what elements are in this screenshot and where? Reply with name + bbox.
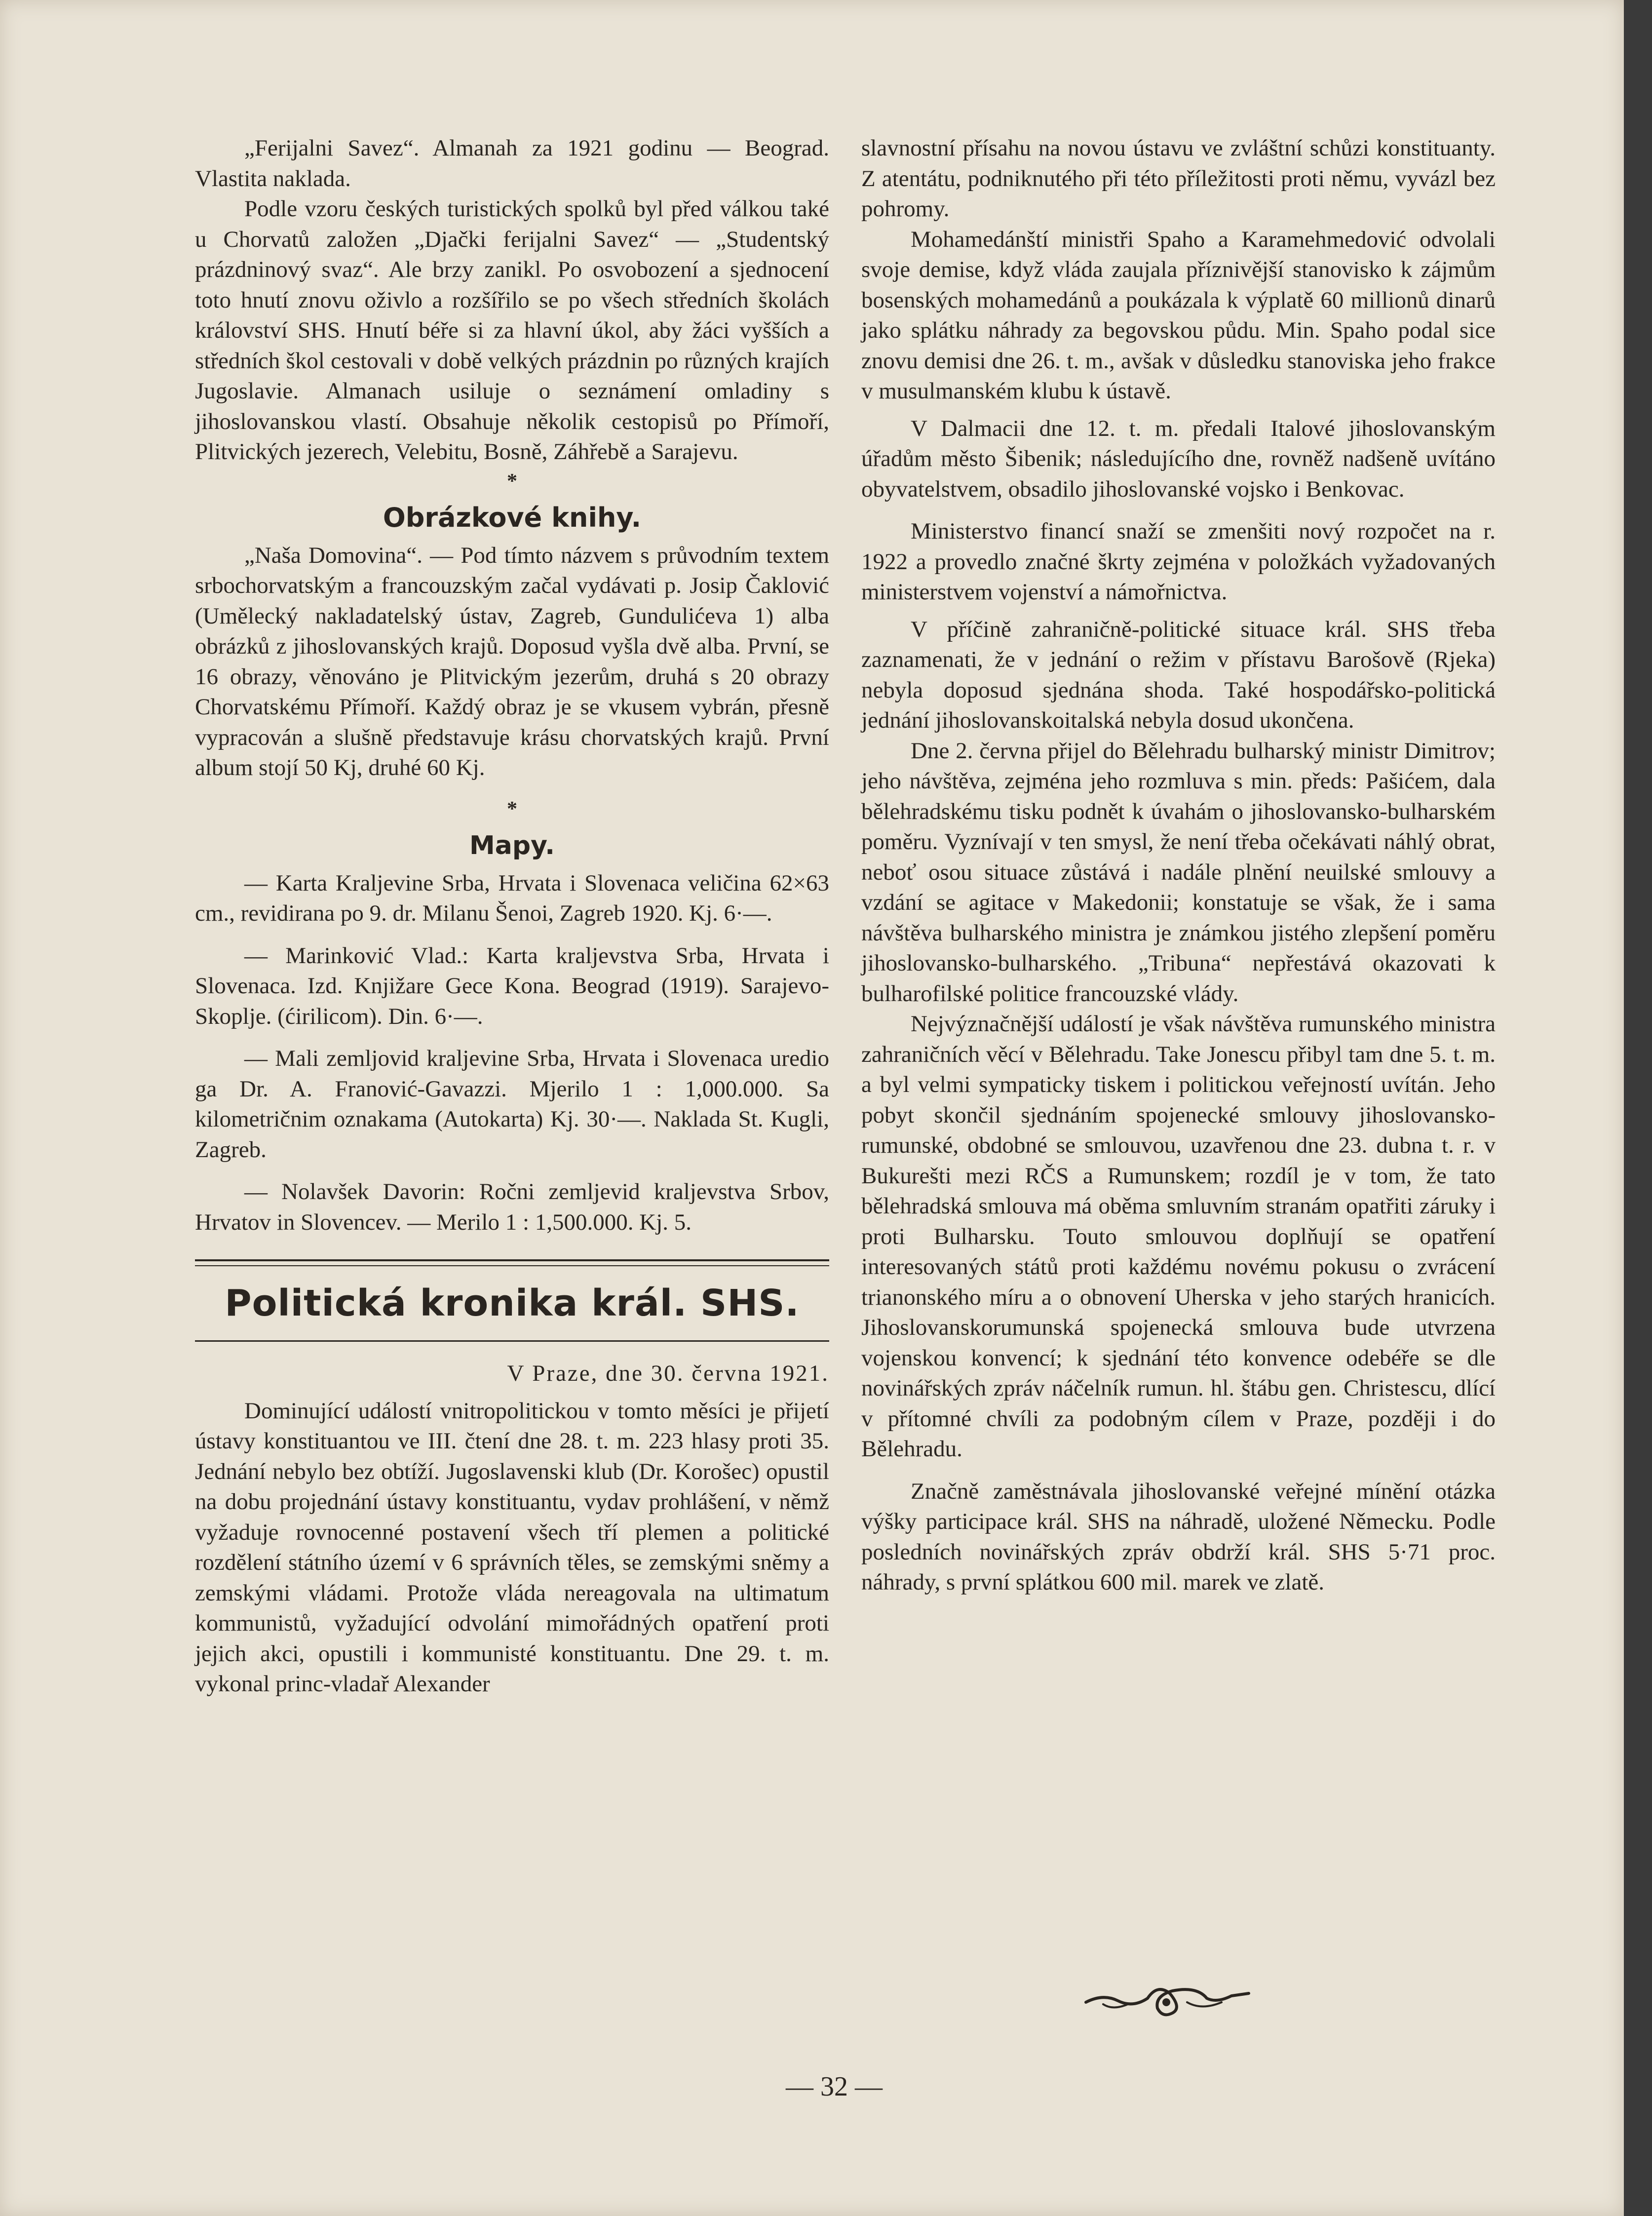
paragraph-ferijalni-body: Podle vzoru českých turistických spolků byl před válkou také u Chorvatů založen „Djački ferijalni Savez“ — „Studentský prázdninový svaz“. Ale brzy zanikl. Po osvobození a sjednocení toto hnutí znovu oživlo a rozšířilo se po všech středních školách království SHS. Hnutí béře si za hlavní úkol, aby žáci vyšších a středních škol cestovali v době velkých prázdnin po různých krajích Jugoslavie. Almanach usiluje o seznámení omladiny s jihoslovanskou vlastí. Obsahuje několik cestopisů po Přímoří, Plitvických jezerech, Velebitu, Bosně, Záhřebě a Sarajevu. [195, 196, 829, 465]
paragraph-foreign-policy: V příčině zahraničně-politické situace král. SHS třeba zaznamenati, že v jednání o režim v přístavu Barošově (Rjeka) nebyla doposud sjednána shoda. Také hospodářsko-politická jednání jihoslovanskoitalská nebyla dosud ukončena. [861, 616, 1496, 733]
banner-bottom-rule [195, 1340, 829, 1342]
paragraph-oath: slavnostní přísahu na novou ústavu ve zvláštní schůzi konstituanty. Z atentátu, podniknutého při této příležitosti proti němu, vyvázl bez pohromy. [861, 135, 1496, 222]
dateline: V Praze, dne 30. června 1921. [507, 1361, 829, 1386]
section-banner [195, 1259, 829, 1342]
right-column [861, 133, 1496, 1598]
heading-mapy: Mapy. [469, 830, 555, 860]
paragraph-dalmatia: V Dalmacii dne 12. t. m. předali Italové jihoslovanským úřadům město Šibenik; následujícího dne, rovněž nadšeně uvítáno obyvatelstvem, obsadilo jihoslovanské vojsko i Benkovac. [861, 415, 1496, 502]
paragraph-map-entry-1: — Karta Kraljevine Srba, Hrvata i Slovenaca veličina 62×63 cm., revidirana po 9. dr. Milanu Šenoi, Zagreb 1920. Kj. 6·—. [195, 870, 829, 926]
paragraph-chronicle-start: Dominující událostí vnitropolitickou v tomto měsíci je přijetí ústavy konstituantou ve III. čtení dne 28. t. m. 223 hlasy proti 35. Jednání nebylo bez obtíží. Jugoslavenski klub (Dr. Korošec) opustil na dobu projednání ústavy konstituantu, vydav prohlášení, v němž vyžaduje rovnocenné postavení všech tří plemen a politické rozdělení státního území v 6 správních těles, se zemskými sněmy a zemskými vládami. Protože vláda nereagovala na ultimatum kommunistů, vyžadující odvolání mimořádných opatření proti jejich akci, opustili i kommunisté konstituantu. Dne 29. t. m. vykonal princ-vladař Alexander [195, 1398, 829, 1697]
paragraph-romanian-visit: Nejvýznačnější událostí je však návštěva rumunského ministra zahraničních věcí v Bělehradu. Take Jonescu přibyl tam dne 5. t. m. a byl velmi sympaticky tiskem i politickou veřejností uvítán. Jeho pobyt skončil sjednáním spojenecké smlouvy jihoslovansko-rumunské, obdobné se smlouvou, uzavřenou dne 23. dubna t. r. v Bukurešti mezi RČS a Rumunskem; rozdíl je v tom, že tato bělehradská smlouva má oběma smluvním stranám opatřiti záruky i proti Bulharsku. Touto smlouvou doplňují se opatření interesovaných států proti každému novému pokusu o zvrácení trianonského míru a o obnovení Uherska v jeho starých hranicích. Jihoslovanskorumunská spojenecká smlouva bude utvrzena vojenskou konvencí; k sjednání této konvence odebéře se dle novinářských zpráv náčelník rumun. hl. štábu gen. Christescu, dlící v přítomné chvíli za podobným cílem v Praze, později i do Bělehradu. [861, 1011, 1496, 1462]
banner-title: Politická kronika král. SHS. [225, 1282, 800, 1324]
paragraph-nasa-domovina: „Naša Domovina“. — Pod tímto názvem s průvodním textem srbochorvatským a francouzským začal vydávati p. Josip Čaklović (Umělecký nakladatelský ústav, Zagreb, Gundulićeva 1) alba obrázků z jihoslovanských krajů. Doposud vyšla dvě alba. První, se 16 obrazy, věnováno je Plitvickým jezerům, druhá s 20 obrazy Chorvatskému Přímoří. Každý obraz je se vkusem vybrán, přesně vypracován a slušně představuje krásu chorvatských krajů. První album stojí 50 Kj, druhé 60 Kj. [195, 542, 829, 780]
paragraph-bulgarian-minister: Dne 2. června přijel do Bělehradu bulharský ministr Dimitrov; jeho návštěva, zejména jeho rozmluva s min. předs: Pašićem, dala bělehradskému tisku podnět k úvahám o jihoslovansko-bulharském poměru. Vyznívají v ten smysl, že není třeba očekávati náhlý obrat, neboť osou situace zůstává i nadále plnění neuilské smlouvy a vzdání se agitace v Makedonii; konstatuje se však, že i sama návštěva bulharského ministra je známkou jistého zlepšení poměru jihoslovansko-bulharského. „Tribuna“ nepřestává okazovati k bulharofilské politice francouzské vlády. [861, 738, 1496, 1007]
heading-obrazkove-knihy: Obrázkové knihy. [383, 502, 642, 533]
paragraph-map-entry-4: — Nolavšek Davorin: Ročni zemljevid kraljevstva Srbov, Hrvatov in Slovencev. — Merilo 1 : 1,500.000. Kj. 5. [195, 1179, 829, 1235]
decorative-ornament [1083, 1974, 1251, 2028]
paragraph-mohamedan-ministers: Mohamedánští ministři Spaho a Karamehmedović odvolali svoje demise, když vláda zaujala příznivější stanovisko k zájmům bosenských mohamedánů a poukázala k výplatě 60 millionů dinarů jako splátku náhrady za begovskou půdu. Min. Spaho podal sice znovu demisi dne 26. t. m., avšak v důsledku stanoviska jeho frakce v musulmanském klubu k ústavě. [861, 226, 1496, 404]
left-column [195, 133, 829, 1700]
paragraph-map-entry-2: — Marinković Vlad.: Karta kraljevstva Srba, Hrvata i Slovenaca. Izd. Knjižare Gece Kona. Beograd (1919). Sarajevo-Skoplje. (ćirilicom). Din. 6·—. [195, 942, 829, 1029]
page-number: — 32 — [786, 2071, 883, 2102]
paragraph-map-entry-3: — Mali zemljovid kraljevine Srba, Hrvata i Slovenaca uredio ga Dr. A. Franović-Gavazzi. Mjerilo 1 : 1,000.000. Sa kilometričnim oznakama (Autokarta) Kj. 30·—. Naklada St. Kugli, Zagreb. [195, 1046, 829, 1163]
section-separator-star: * [507, 469, 517, 493]
banner-top-rule [195, 1259, 829, 1266]
paragraph-ferijalni-title: „Ferijalni Savez“. Almanah za 1921 godinu — Beograd. Vlastita naklada. [195, 135, 829, 192]
section-separator-star: * [507, 797, 517, 820]
paragraph-finance-ministry: Ministerstvo financí snaží se zmenšiti nový rozpočet na r. 1922 a provedlo značné škrty zejména v položkách vyžadovaných ministerstvem vojenství a námořnictva. [861, 518, 1496, 605]
paragraph-reparations: Značně zaměstnávala jihoslovanské veřejné mínění otázka výšky participace král. SHS na náhradě, uložené Německu. Podle posledních novinářských zpráv obdrží král. SHS 5·71 proc. náhrady, s první splátkou 600 mil. marek ve zlatě. [861, 1478, 1496, 1595]
